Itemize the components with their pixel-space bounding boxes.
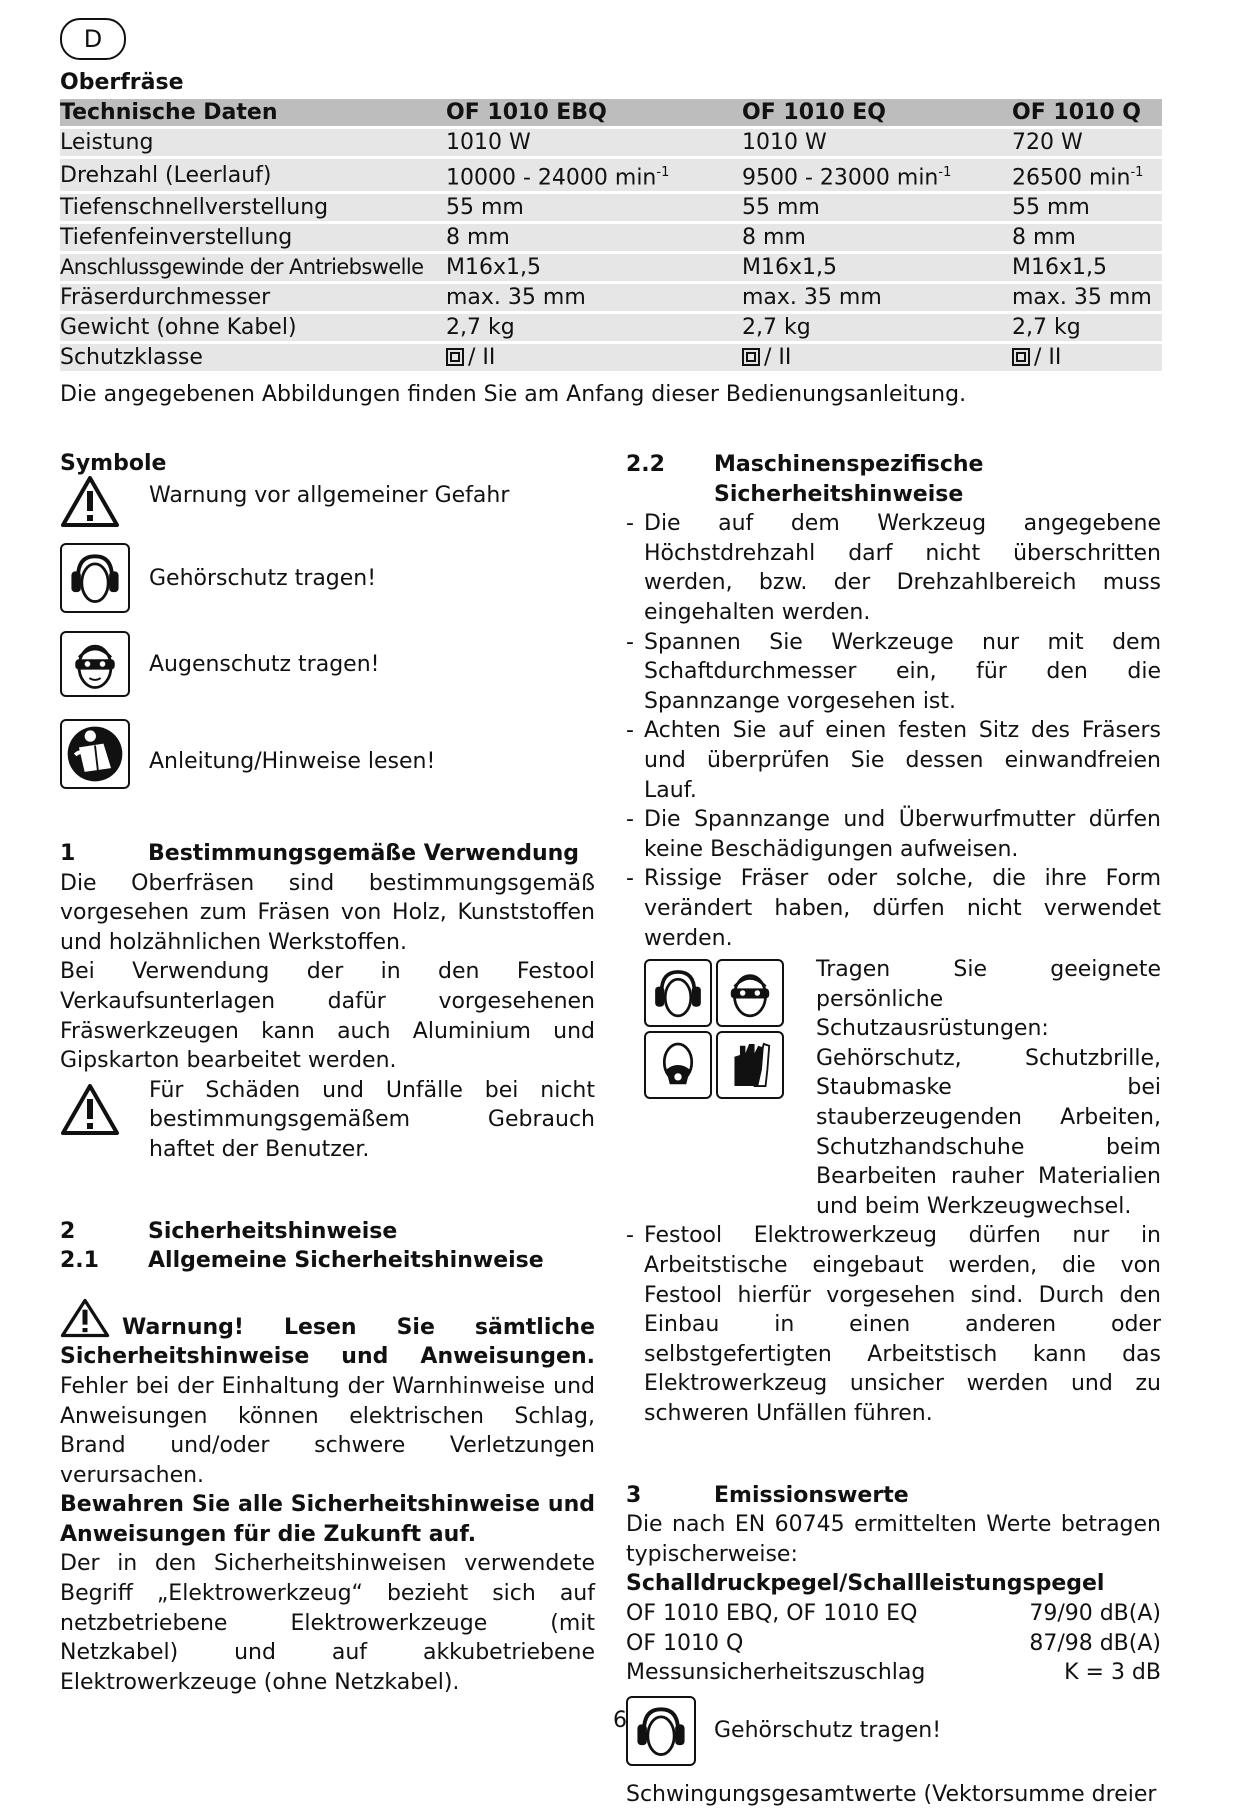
section-title: Sicherheitshinweise bbox=[148, 1218, 398, 1244]
warning-bold: Warnung! Lesen Sie sämtliche Sicherheitshinweise und Anweisungen. bbox=[60, 1314, 595, 1370]
table-cell: M16x1,5 bbox=[742, 254, 1012, 281]
table-cell: 1010 W bbox=[446, 129, 742, 156]
read-manual-icon bbox=[60, 719, 130, 789]
emission-row bbox=[626, 1629, 1161, 1659]
rpm-exponent: -1 bbox=[938, 165, 952, 180]
warning-triangle-icon bbox=[60, 474, 120, 528]
symbol-label: Warnung vor allgemeiner Gefahr bbox=[149, 482, 510, 508]
table-cell: 8 mm bbox=[446, 224, 742, 251]
page-number: 6 bbox=[613, 1708, 627, 1733]
rpm-value: 9500 - 23000 min bbox=[742, 165, 939, 191]
table-cell: 1010 W bbox=[742, 129, 1012, 156]
rpm-exponent: -1 bbox=[656, 165, 670, 180]
section-number: 2 bbox=[60, 1218, 76, 1244]
table-cell bbox=[446, 159, 742, 191]
symbols-heading: Symbole bbox=[60, 451, 167, 476]
table-row bbox=[60, 224, 1162, 251]
table-cell: Anschlussgewinde der Antriebswelle bbox=[60, 254, 446, 281]
emission-value: 87/98 dB(A) bbox=[1029, 1630, 1161, 1656]
warning-triangle-icon bbox=[60, 1082, 120, 1136]
table-cell bbox=[1012, 344, 1162, 371]
protection-class-value: / II bbox=[468, 345, 496, 371]
eye-protection-icon bbox=[60, 631, 130, 697]
paragraph: Die nach EN 60745 ermittelten Werte betragen typischerweise: bbox=[626, 1512, 1161, 1567]
table-cell bbox=[742, 344, 1012, 371]
table-cell: M16x1,5 bbox=[1012, 254, 1162, 281]
table-row bbox=[60, 344, 1162, 371]
table-row bbox=[60, 159, 1162, 191]
table-header-row bbox=[60, 99, 1162, 126]
protection-class-icon bbox=[1012, 348, 1030, 366]
symbol-eye bbox=[60, 631, 595, 697]
emission-subheading: Schalldruckpegel/Schallleistungspegel bbox=[626, 1571, 1105, 1597]
section-2-heading bbox=[60, 1217, 595, 1247]
protection-class-icon bbox=[742, 348, 760, 366]
table-cell: 55 mm bbox=[446, 194, 742, 221]
section-3-heading bbox=[626, 1481, 1161, 1511]
section-2-1-heading bbox=[60, 1246, 595, 1276]
symbol-label: Gehörschutz tragen! bbox=[714, 1718, 942, 1744]
list-item: - Die Spannzange und Überwurfmutter dürfen keine Beschädigungen aufweisen. bbox=[626, 805, 1161, 864]
table-header-cell: Technische Daten bbox=[60, 99, 446, 126]
safety-list bbox=[626, 509, 1161, 953]
list-item: - Achten Sie auf einen festen Sitz des Fräsers und überprüfen Sie dessen einwandfreien Lauf. bbox=[626, 716, 1161, 805]
table-cell: 55 mm bbox=[1012, 194, 1162, 221]
table-cell: 55 mm bbox=[742, 194, 1012, 221]
table-row bbox=[60, 129, 1162, 156]
table-row bbox=[60, 314, 1162, 341]
paragraph bbox=[60, 1298, 595, 1491]
safety-list bbox=[626, 1221, 1161, 1428]
emission-label: OF 1010 EBQ, OF 1010 EQ bbox=[626, 1600, 918, 1626]
table-row bbox=[60, 254, 1162, 281]
paragraph: Tragen Sie geeignete persönliche Schutzausrüstungen: Gehörschutz, Schutzbrille, Staubmaske bei stauberzeugenden Arbeiten, Schutzhandschuhe beim Bearbeiten rauher Materialien und beim Werkzeugwechsel. bbox=[816, 957, 1161, 1219]
protection-class-value: / II bbox=[764, 345, 792, 371]
paragraph: Für Schäden und Unfälle bei nicht bestimmungsgemäßem Gebrauch haftet der Benutzer. bbox=[149, 1077, 595, 1162]
table-cell: max. 35 mm bbox=[742, 284, 1012, 311]
symbol-label: Augenschutz tragen! bbox=[149, 651, 380, 677]
table-cell: Gewicht (ohne Kabel) bbox=[60, 314, 446, 341]
table-cell: 2,7 kg bbox=[1012, 314, 1162, 341]
protection-class-value: / II bbox=[1034, 345, 1062, 371]
gloves-icon bbox=[716, 1031, 784, 1099]
paragraph: Die Oberfräsen sind bestimmungsgemäß vorgesehen zum Fräsen von Holz, Kunststoffen und holzähnlichen Werkstoffen. bbox=[60, 870, 595, 955]
table-cell: max. 35 mm bbox=[446, 284, 742, 311]
warning-triangle-icon bbox=[60, 1298, 110, 1338]
figures-note: Die angegebenen Abbildungen finden Sie am Anfang dieser Bedienungsanleitung. bbox=[60, 382, 967, 407]
table-cell bbox=[742, 159, 1012, 191]
list-item: - Die auf dem Werkzeug angegebene Höchstdrehzahl darf nicht überschritten werden, bzw. der Drehzahlbereich muss eingehalten werden. bbox=[626, 509, 1161, 627]
table-cell: M16x1,5 bbox=[446, 254, 742, 281]
rpm-exponent: -1 bbox=[1130, 165, 1144, 180]
table-cell: 2,7 kg bbox=[446, 314, 742, 341]
section-1-heading bbox=[60, 839, 595, 869]
emission-value: 79/90 dB(A) bbox=[1029, 1600, 1161, 1626]
rpm-value: 26500 min bbox=[1012, 165, 1131, 191]
table-cell: Schutzklasse bbox=[60, 344, 446, 371]
section-title: Allgemeine Sicherheitshinweise bbox=[148, 1248, 544, 1274]
list-item: - Festool Elektrowerkzeug dürfen nur in Arbeitstische eingebaut werden, die von Festool hierfür vorgesehen sind. Durch den Einbau in einen anderen oder selbstgefertigten Arbeitstisch kann das Elektrowerkzeug unsicher werden und zu schweren Unfällen führen. bbox=[626, 1221, 1161, 1428]
section-title: Maschinenspezifische Sicherheitshinweise bbox=[714, 452, 984, 507]
symbol-warning bbox=[60, 474, 595, 528]
table-header-cell: OF 1010 Q bbox=[1012, 99, 1162, 126]
table-cell: 8 mm bbox=[742, 224, 1012, 251]
section-number: 2.2 bbox=[626, 452, 665, 477]
protection-class-icon bbox=[446, 348, 464, 366]
table-cell: Drehzahl (Leerlauf) bbox=[60, 159, 446, 191]
usage-warning bbox=[60, 1076, 595, 1165]
table-row bbox=[60, 194, 1162, 221]
emission-label: OF 1010 Q bbox=[626, 1630, 744, 1656]
table-header-cell: OF 1010 EQ bbox=[742, 99, 1012, 126]
ppe-icon-grid bbox=[626, 955, 816, 1221]
section-2-2-heading bbox=[626, 450, 1161, 509]
hearing-protection-icon bbox=[644, 959, 712, 1027]
table-row bbox=[60, 284, 1162, 311]
table-cell: 2,7 kg bbox=[742, 314, 1012, 341]
symbol-label: Anleitung/Hinweise lesen! bbox=[149, 748, 436, 774]
vibration-text: Schwingungsgesamtwerte (Vektorsumme dreier bbox=[626, 1781, 1157, 1807]
language-badge: D bbox=[60, 18, 126, 60]
table-cell: Fräserdurchmesser bbox=[60, 284, 446, 311]
list-item: - Spannen Sie Werkzeuge nur mit dem Schaftdurchmesser ein, für den die Spannzange vorgesehen ist. bbox=[626, 628, 1161, 717]
document-title: Oberfräse bbox=[60, 70, 184, 95]
warning-text: Fehler bei der Einhaltung der Warnhinweise und Anweisungen können elektrischen Schlag, Brand und/oder schwere Verletzungen verursachen. bbox=[60, 1373, 595, 1488]
section-number: 1 bbox=[60, 841, 76, 866]
section-number: 2.1 bbox=[60, 1248, 99, 1274]
ppe-block bbox=[626, 955, 1161, 1221]
paragraph: Der in den Sicherheitshinweisen verwendete Begriff „Elektrowerkzeug“ bezieht sich auf netzbetriebene Elektrowerkzeuge (mit Netzkabel) und auf akkubetriebene Elektrowerkzeuge (ohne Netzkabel). bbox=[60, 1551, 595, 1695]
table-cell bbox=[1012, 159, 1162, 191]
emission-label: Messunsicherheitszuschlag bbox=[626, 1660, 926, 1686]
table-cell: 8 mm bbox=[1012, 224, 1162, 251]
table-cell: Tiefenschnellverstellung bbox=[60, 194, 446, 221]
rpm-value: 10000 - 24000 min bbox=[446, 165, 657, 191]
section-number: 3 bbox=[626, 1482, 642, 1508]
symbol-hearing bbox=[60, 543, 595, 613]
spec-table bbox=[60, 96, 1162, 374]
emission-value: K = 3 dB bbox=[1064, 1660, 1161, 1686]
table-cell bbox=[446, 344, 742, 371]
list-item: - Rissige Fräser oder solche, die ihre Form verändert haben, dürfen nicht verwendet werden. bbox=[626, 864, 1161, 953]
dust-mask-icon bbox=[644, 1031, 712, 1099]
table-cell: max. 35 mm bbox=[1012, 284, 1162, 311]
table-cell: 720 W bbox=[1012, 129, 1162, 156]
paragraph: Bei Verwendung der in den Festool Verkaufsunterlagen dafür vorgesehenen Fräswerkzeugen kann auch Aluminium und Gipskarton bearbeitet werden. bbox=[60, 959, 595, 1074]
eye-protection-icon bbox=[716, 959, 784, 1027]
symbol-label: Gehörschutz tragen! bbox=[149, 565, 377, 591]
left-column bbox=[60, 450, 595, 1697]
emission-row bbox=[626, 1658, 1161, 1688]
table-header-cell: OF 1010 EBQ bbox=[446, 99, 742, 126]
table-cell: Tiefenfeinverstellung bbox=[60, 224, 446, 251]
right-column bbox=[626, 450, 1161, 1809]
emission-row bbox=[626, 1599, 1161, 1629]
hearing-protection-icon bbox=[60, 543, 130, 613]
paragraph: Bewahren Sie alle Sicherheitshinweise und Anweisungen für die Zukunft auf. bbox=[60, 1492, 595, 1547]
symbol-manual bbox=[60, 719, 595, 789]
section-title: Bestimmungsgemäße Verwendung bbox=[148, 841, 580, 866]
table-cell: Leistung bbox=[60, 129, 446, 156]
section-title: Emissionswerte bbox=[714, 1482, 909, 1508]
